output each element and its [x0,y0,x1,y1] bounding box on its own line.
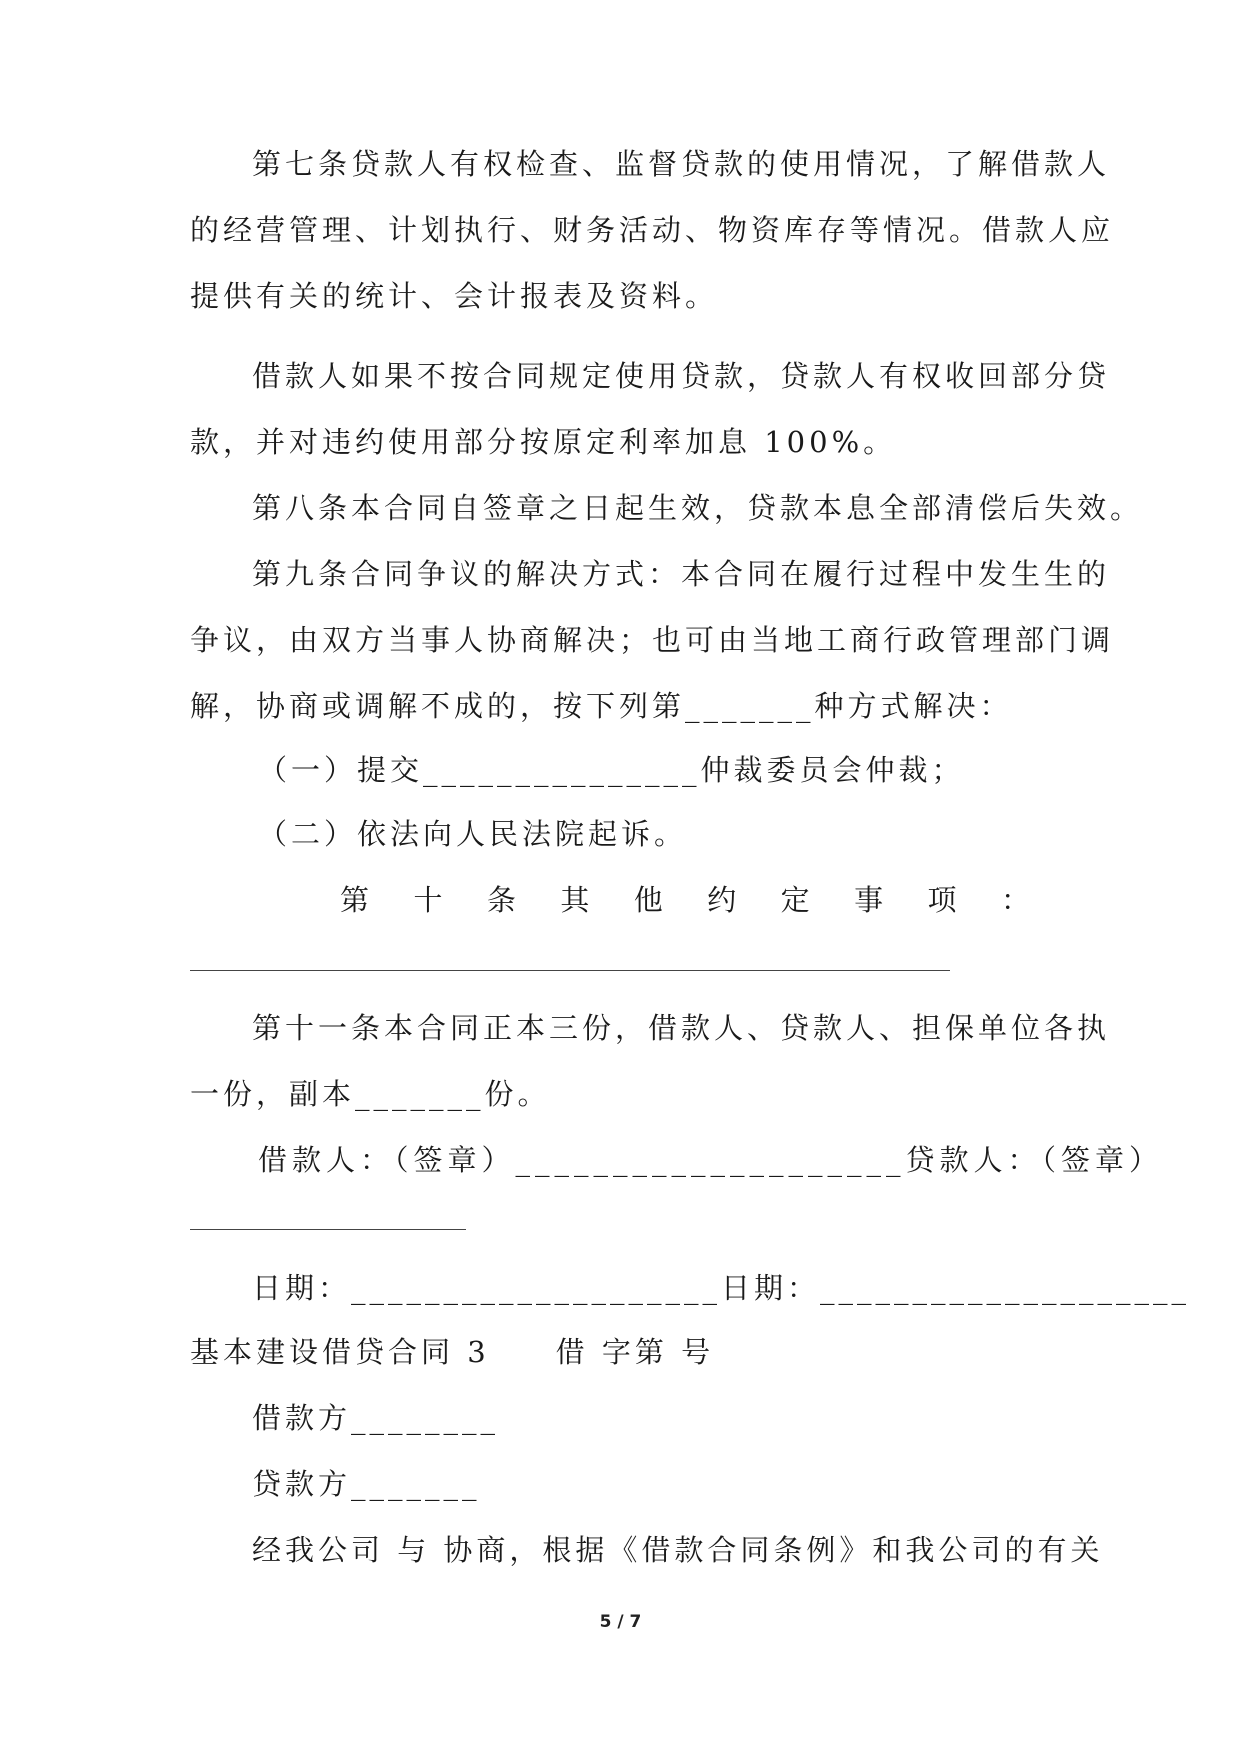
paragraph-line: 第七条贷款人有权检查、监督贷款的使用情况，了解借款人 [252,147,1111,181]
heading-char: 第 [340,883,370,917]
paragraph-line: 经我公司 与 协商，根据《借款合同条例》和我公司的有关 [252,1533,1104,1567]
paragraph-line: 第八条本合同自签章之日起生效，贷款本息全部清偿后失效。 [252,491,1144,525]
list-item: （一）提交_______________仲裁委员会仲裁； [258,753,965,787]
heading-char: 其 [560,883,590,917]
signature-line: 借款人：（签章）____________________贷款人：（签章） [258,1143,1164,1177]
paragraph-line: 一份，副本_______份。 [190,1077,551,1111]
paragraph-line: 借款人如果不按合同规定使用贷款，贷款人有权收回部分贷 [252,359,1111,393]
article-10-heading [340,880,1030,920]
list-item: （二）依法向人民法院起诉。 [258,817,688,851]
lender-line: 贷款方_______ [252,1467,481,1501]
contract-title: 基本建设借贷合同 3 借 字第 号 [190,1335,715,1369]
heading-char: 十 [413,883,443,917]
paragraph-line: 第十一条本合同正本三份，借款人、贷款人、担保单位各执 [252,1011,1111,1045]
paragraph-line: 款，并对违约使用部分按原定利率加息 100%。 [190,425,897,459]
borrower-line: 借款方________ [252,1401,500,1435]
heading-char: 项 [927,883,957,917]
heading-char: 定 [780,883,810,917]
heading-char: 约 [707,883,737,917]
heading-char: 条 [486,883,516,917]
date-line: 日期：____________________日期：____________________ [252,1271,1191,1305]
blank-underline [190,970,950,971]
page-number: 5 / 7 [599,1612,642,1632]
paragraph-line: 争议，由双方当事人协商解决；也可由当地工商行政管理部门调 [190,623,1115,657]
paragraph-line: 提供有关的统计、会计报表及资料。 [190,279,719,313]
paragraph-line: 解，协商或调解不成的，按下列第_______种方式解决： [190,689,1013,723]
paragraph-line: 的经营管理、计划执行、财务活动、物资库存等情况。借款人应 [190,213,1115,247]
paragraph-line: 第九条合同争议的解决方式：本合同在履行过程中发生生的 [252,557,1111,591]
heading-char: 他 [633,883,663,917]
heading-char: 事 [854,883,884,917]
blank-underline [190,1229,466,1230]
heading-char: ： [1000,883,1030,917]
